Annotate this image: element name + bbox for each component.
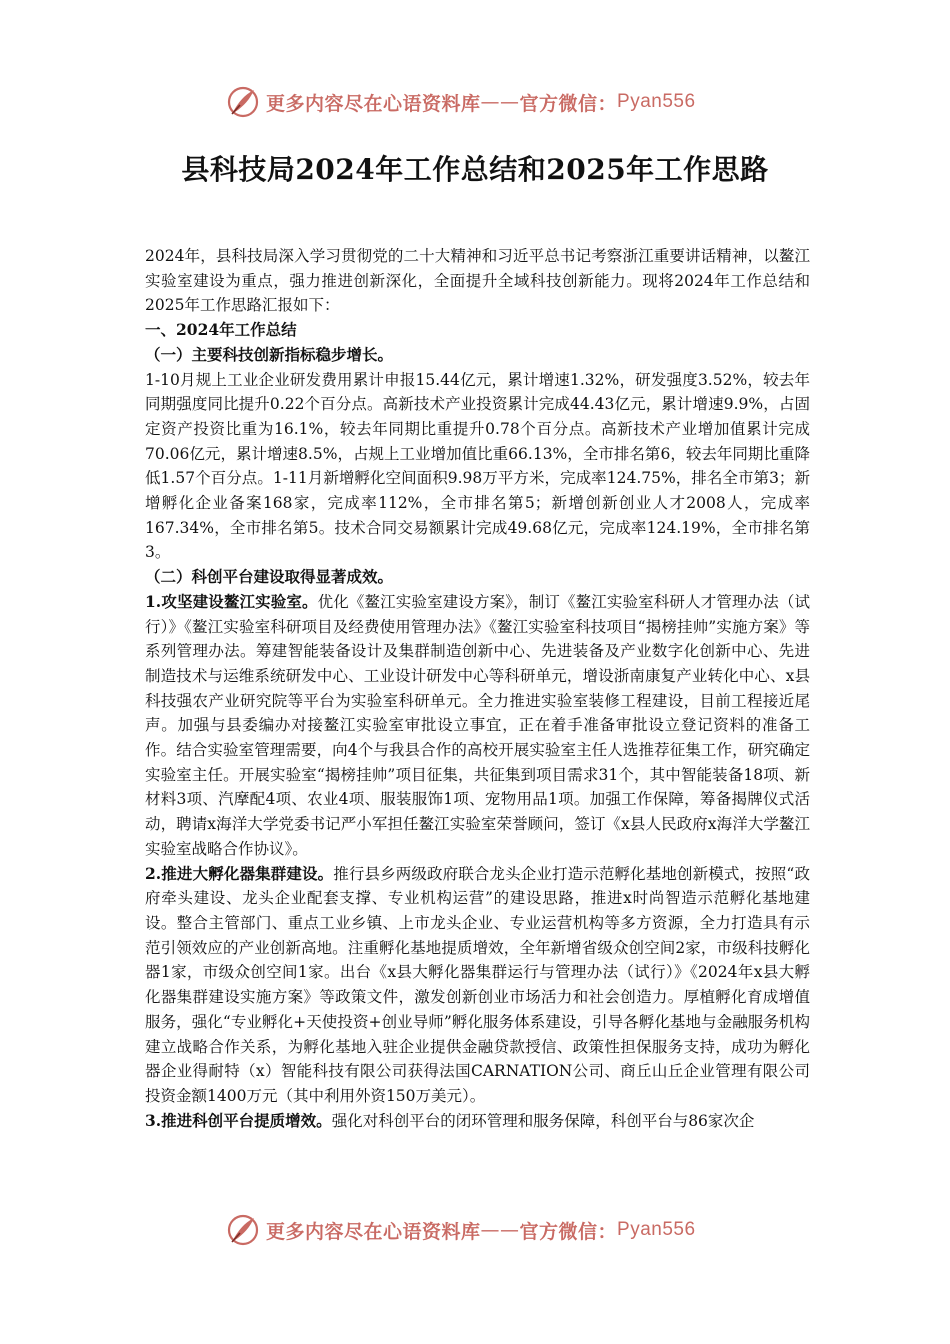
watermark-banner-bottom [226, 1210, 696, 1250]
subsection-heading-2: （二）科创平台建设取得显著成效。 [145, 567, 394, 587]
document-title: 县科技局2024年工作总结和2025年工作思路 [181, 153, 769, 186]
incubator-paragraph-lead: 2.推进大孵化器集群建设。 [145, 863, 334, 883]
lab-paragraph-text: 优化《鳌江实验室建设方案》，制订《鳌江实验室科研人才管理办法（试行）》《鳌江实验室科研项目及经费使用管理办法》《鳌江实验室科技项目“揭榜挂帅”实施方案》等系列管理办法。筹建智能装备设计及集群制造创新中心、先进装备及产业数字化创新中心、先进制造技术与运维系统研发中心、工业设计研发中心等科研单元，增设浙南康复产业转化中心、x县科技强农产业研究院等平台为实验室科研单元。全力推进实验室装修工程建设，目前工程接近尾声。加强与县委编办对接鳌江实验室审批设立事宜，正在着手准备审批设立登记资料的准备工作。结合实验室管理需要，向4个与我县合作的高校开展实验室主任人选推荐征集工作，研究确定实验室主任。开展实验室“揭榜挂帅”项目征集，共征集到项目需求31个，其中智能装备18项、新材料3项、汽摩配4项、农业4项、服装服饰1项、宠物用品1项。加强工作保障，筹备揭牌仪式活动，聘请x海洋大学党委书记严小军担任鳌江实验室荣誉顾问，签订《x县人民政府x海洋大学鳌江实验室战略合作协议》。 [145, 592, 810, 858]
document-body [145, 244, 810, 1133]
platform-paragraph [145, 1109, 810, 1134]
watermark-dash: —— [480, 1219, 520, 1241]
incubator-paragraph [145, 862, 810, 1109]
platform-paragraph-text: 强化对科创平台的闭环管理和服务保障，科创平台与86家次企 [331, 1111, 755, 1130]
watermark-label: 官方微信： [519, 92, 618, 115]
watermark-wechat-id: Pyan556 [617, 91, 696, 112]
watermark-dash: —— [480, 91, 520, 113]
platform-paragraph-lead: 3.推进科创平台提质增效。 [145, 1110, 332, 1130]
section-heading-1: 一、2024年工作总结 [145, 320, 297, 340]
watermark-label: 官方微信： [519, 1220, 618, 1243]
feather-logo-icon [226, 85, 260, 119]
incubator-paragraph-text: 推行县乡两级政府联合龙头企业打造示范孵化基地创新模式，按照“政府牵头建设、龙头企业配套支撑、专业机构运营”的建设思路，推进x时尚智造示范孵化基地建设。整合主管部门、重点工业乡镇、上市龙头企业、专业运营机构等多方资源，全力打造具有示范引领效应的产业创新高地。注重孵化基地提质增效，全年新增省级众创空间2家，市级科技孵化器1家，市级众创空间1家。出台《x县大孵化器集群运行与管理办法（试行）》《2024年x县大孵化器集群建设实施方案》等政策文件，激发创新创业市场活力和社会创造力。厚植孵化育成增值服务，强化“专业孵化+天使投资+创业导师”孵化服务体系建设，引导各孵化基地与金融服务机构建立战略合作关系，为孵化基地入驻企业提供金融贷款授信、政策性担保服务支持，成功为孵化器企业得耐特（x）智能科技有限公司获得法国CARNATION公司、商丘山丘企业管理有限公司投资金额1400万元（其中利用外资150万美元）。 [145, 864, 810, 1105]
watermark-brand: 更多内容尽在心语资料库 [266, 92, 481, 115]
lab-paragraph [145, 590, 810, 862]
watermark-wechat-id: Pyan556 [617, 1219, 696, 1240]
watermark-brand: 更多内容尽在心语资料库 [266, 1220, 481, 1243]
feather-logo-icon [226, 1213, 260, 1247]
indicators-paragraph: 1-10月规上工业企业研发费用累计申报15.44亿元，累计增速1.32%，研发强度3.52%，较去年同期强度同比提升0.22个百分点。高新技术产业投资累计完成44.43亿元，累计增速9.9%，占固定资产投资比重为16.1%，较去年同期比重提升0.78个百分点。高新技术产业增加值累计完成70.06亿元，累计增速8.5%，占规上工业增加值比重66.13%，全市排名第6，较去年同期比重降低1.57个百分点。1-11月新增孵化空间面积9.98万平方米，完成率124.75%，排名全市第3；新增孵化企业备案168家，完成率112%，全市排名第5；新增创新创业人才2008人，完成率167.34%，全市排名第5。技术合同交易额累计完成49.68亿元，完成率124.19%，全市排名第3。 [145, 370, 810, 562]
lab-paragraph-lead: 1.攻坚建设鳌江实验室。 [145, 591, 318, 611]
watermark-banner-top [226, 82, 696, 122]
intro-paragraph: 2024年，县科技局深入学习贯彻党的二十大精神和习近平总书记考察浙江重要讲话精神，以鳌江实验室建设为重点，强力推进创新深化，全面提升全域科技创新能力。现将2024年工作总结和2025年工作思路汇报如下： [145, 247, 810, 315]
subsection-heading-1: （一）主要科技创新指标稳步增长。 [145, 344, 394, 364]
